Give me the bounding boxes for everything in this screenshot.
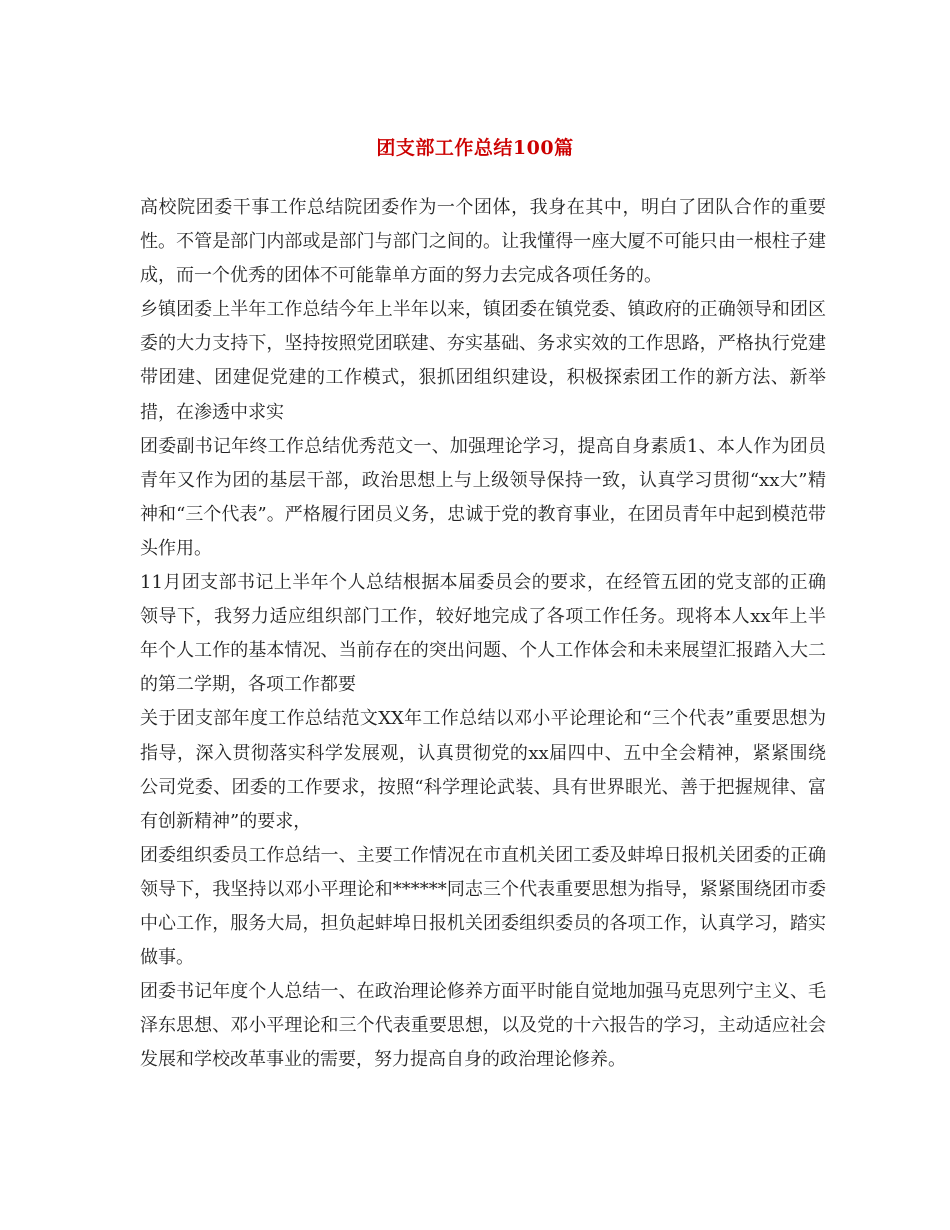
paragraph: 团委副书记年终工作总结优秀范文一、加强理论学习，提高自身素质1、本人作为团员青年又作为团的基层干部，政治思想上与上级领导保持一致，认真学习贯彻“xx大”精神和“三个代表”。严格履行团员义务，忠诚于党的教育事业，在团员青年中起到模范带头作用。 (140, 435, 826, 559)
paragraph: 团委组织委员工作总结一、主要工作情况在市直机关团工委及蚌埠日报机关团委的正确领导下，我坚持以邓小平理论和******同志三个代表重要思想为指导，紧紧围绕团市委中心工作，服务大局，担负起蚌埠日报机关团委组织委员的各项工作，认真学习，踏实做事。 (140, 844, 826, 969)
paragraph: 高校院团委干事工作总结院团委作为一个团体，我身在其中，明白了团队合作的重要性。不管是部门内部或是部门与部门之间的。让我懂得一座大厦不可能只由一根柱子建成，而一个优秀的团体不可能靠单方面的努力去完成各项任务的。 (140, 197, 826, 287)
document-title: 团支部工作总结100篇 (376, 136, 574, 159)
paragraph: 11月团支部书记上半年个人总结根据本届委员会的要求，在经管五团的党支部的正确领导下，我努力适应组织部门工作，较好地完成了各项工作任务。现将本人xx年上半年个人工作的基本情况、当前存在的突出问题、个人工作体会和未来展望汇报踏入大二的第二学期，各项工作都要 (140, 572, 826, 696)
paragraph: 团委书记年度个人总结一、在政治理论修养方面平时能自觉地加强马克思列宁主义、毛泽东思想、邓小平理论和三个代表重要思想，以及党的十六报告的学习，主动适应社会发展和学校改革事业的需要，努力提高自身的政治理论修养。 (140, 981, 826, 1071)
document-body (140, 191, 826, 1077)
paragraph: 乡镇团委上半年工作总结今年上半年以来，镇团委在镇党委、镇政府的正确领导和团区委的大力支持下，坚持按照党团联建、夯实基础、务求实效的工作思路，严格执行党建带团建、团建促党建的工作模式，狠抓团组织建设，积极探索团工作的新方法、新举措，在渗透中求实 (140, 299, 826, 423)
paragraph: 关于团支部年度工作总结范文XX年工作总结以邓小平论理论和“三个代表”重要思想为指导，深入贯彻落实科学发展观，认真贯彻党的xx届四中、五中全会精神，紧紧围绕公司党委、团委的工作要求，按照“科学理论武装、具有世界眼光、善于把握规律、富有创新精神”的要求， (140, 708, 826, 832)
